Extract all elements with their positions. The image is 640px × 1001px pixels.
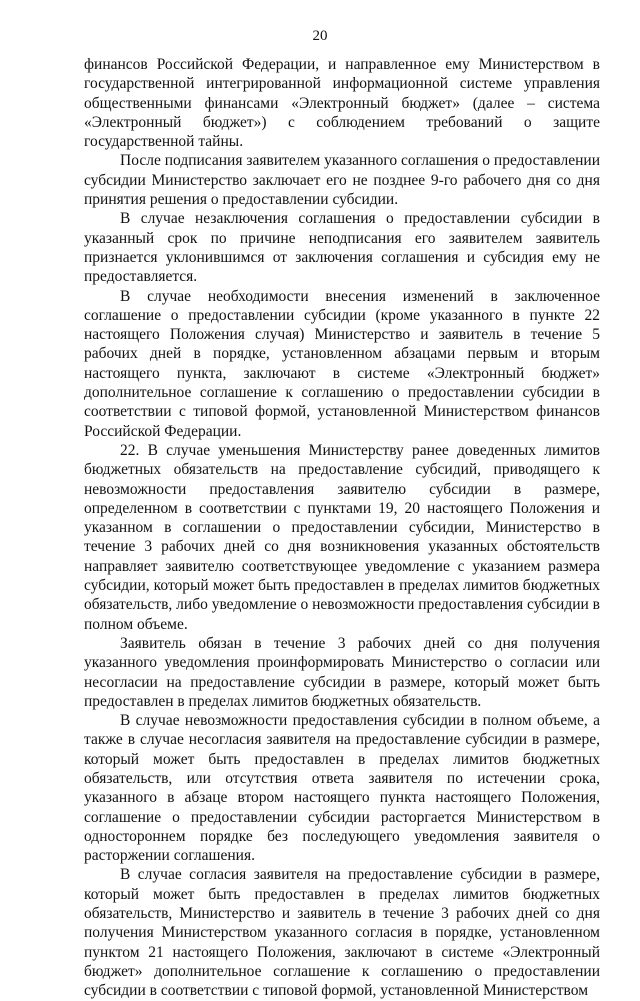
paragraph-continuation: финансов Российской Федерации, и направленное ему Министерством в государственной интегрированной информационной системе управления общественными финансами «Электронный бюджет» (далее – система «Электронный бюджет») с соблюдением требований о защите государственной тайны. bbox=[84, 56, 600, 151]
document-body bbox=[84, 55, 600, 1001]
page-number: 20 bbox=[312, 28, 328, 44]
paragraph: В случае согласия заявителя на предоставление субсидии в размере, который может быть предоставлен в пределах лимитов бюджетных обязательств, Министерство и заявитель в течение 3 рабочих дней со дня получения Министерством указанного согласия в порядке, установленном пунктом 21 настоящего Положения, заключают в системе «Электронный бюджет» дополнительное соглашение к соглашению о предоставлении субсидии в соответствии с типовой формой, установленной Министерством bbox=[84, 866, 600, 1000]
paragraph: После подписания заявителем указанного соглашения о предоставлении субсидии Министерство заключает его не позднее 9-го рабочего дня со дня принятия решения о предоставлении субсидии. bbox=[84, 152, 600, 209]
paragraph-clause-22: 22. В случае уменьшения Министерству ранее доведенных лимитов бюджетных обязательств на предоставление субсидий, приводящего к невозможности предоставления заявителю субсидии в размере, определенном в соответствии с пунктами 19, 20 настоящего Положения и указанном в соглашении о предоставлении субсидии, Министерство в течение 3 рабочих дней со дня возникновения указанных обстоятельств направляет заявителю соответствующее уведомление с указанием размера субсидии, который может быть предоставлен в пределах лимитов бюджетных обязательств, либо уведомление о невозможности предоставления субсидии в полном объеме. bbox=[84, 441, 601, 633]
paragraph: В случае незаключения соглашения о предоставлении субсидии в указанный срок по причине неподписания его заявителем заявитель признается уклонившимся от заключения соглашения и субсидия ему не предоставляется. bbox=[84, 210, 600, 286]
paragraph: Заявитель обязан в течение 3 рабочих дней со дня получения указанного уведомления проинформировать Министерство о согласии или несогласии на предоставление субсидии в размере, который может быть предоставлен в пределах лимитов бюджетных обязательств. bbox=[84, 634, 600, 710]
paragraph: В случае невозможности предоставления субсидии в полном объеме, а также в случае несогласия заявителя на предоставление субсидии в размере, который может быть предоставлен в пределах лимитов бюджетных обязательств, или отсутствия ответа заявителя по истечении срока, указанного в абзаце втором настоящего пункта настоящего Положения, соглашение о предоставлении субсидии расторгается Министерством в одностороннем порядке без последующего уведомления заявителя о расторжении соглашения. bbox=[84, 712, 600, 865]
paragraph: В случае необходимости внесения изменений в заключенное соглашение о предоставлении субсидии (кроме указанного в пункте 22 настоящего Положения случая) Министерство и заявитель в течение 5 рабочих дней в порядке, установленном абзацами первым и вторым настоящего пункта, заключают в системе «Электронный бюджет» дополнительное соглашение к соглашению о предоставлении субсидии в соответствии с типовой формой, установленной Министерством финансов Российской Федерации. bbox=[84, 287, 600, 440]
